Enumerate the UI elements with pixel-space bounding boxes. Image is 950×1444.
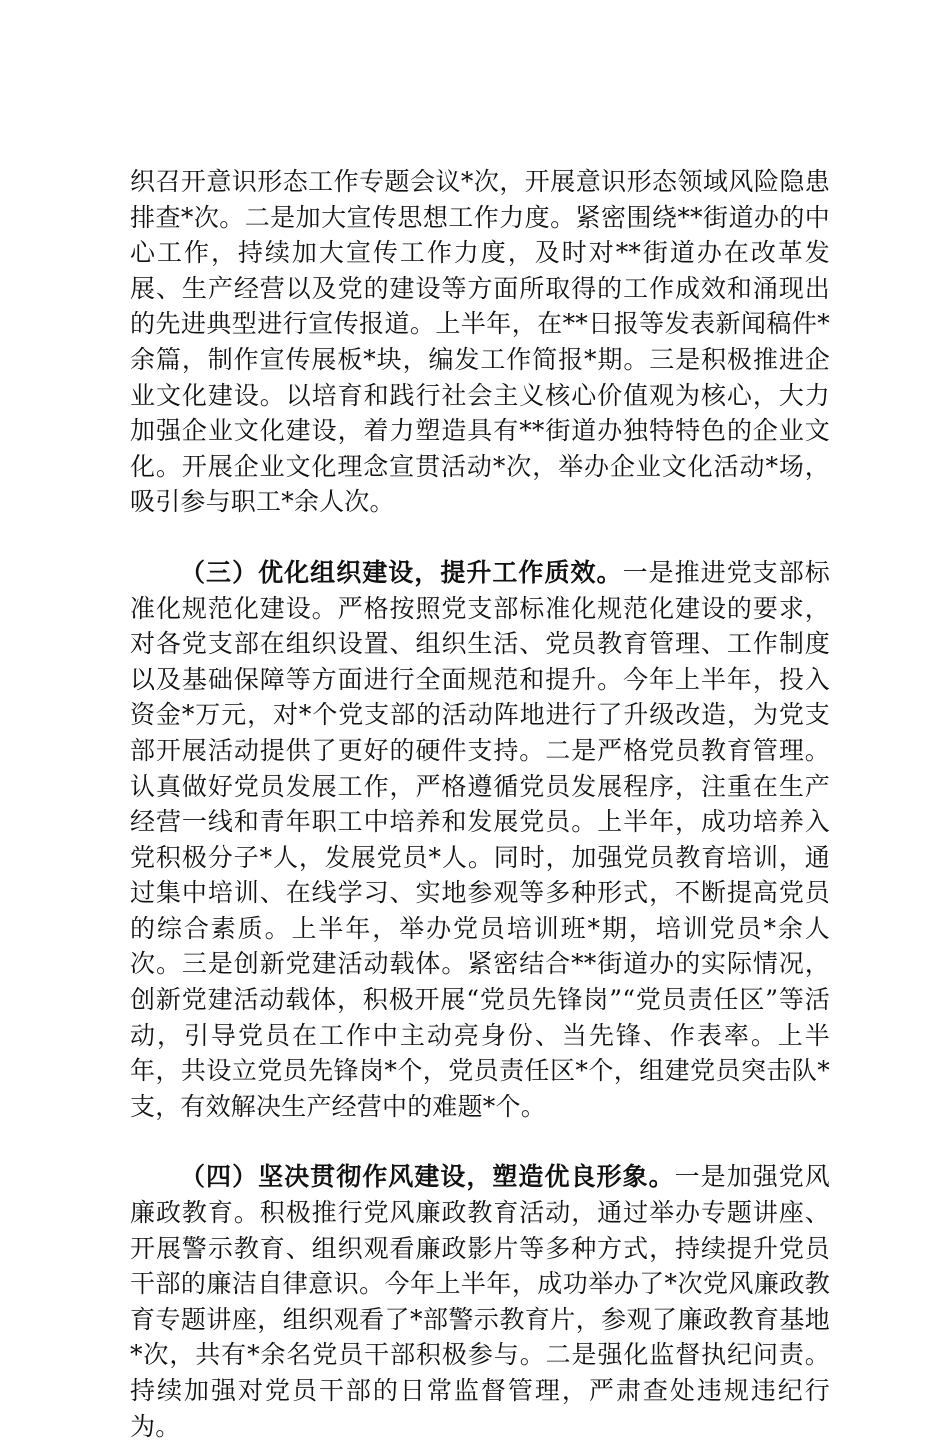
paragraph-section-4: [130, 1159, 830, 1444]
document-body: [130, 164, 830, 1444]
paragraph-text: 一是推进党支部标准化规范化建设。严格按照党支部标准化规范化建设的要求，对各党支部在组织设置、组织生活、党员教育管理、工作制度以及基础保障等方面进行全面规范和提升。今年上半年，投入资金*万元，对*个党支部的活动阵地进行了升级改造，为党支部开展活动提供了更好的硬件支持。二是严格党员教育管理。认真做好党员发展工作，严格遵循党员发展程序，注重在生产经营一线和青年职工中培养和发展党员。上半年，成功培养入党积极分子*人，发展党员*人。同时，加强党员教育培训，通过集中培训、在线学习、实地参观等多种形式，不断提高党员的综合素质。上半年，举办党员培训班*期，培训党员*余人次。三是创新党建活动载体。紧密结合**街道办的实际情况，创新党建活动载体，积极开展“党员先锋岗”“党员责任区”等活动，引导党员在工作中主动亮身份、当先锋、作表率。上半年，共设立党员先锋岗*个，党员责任区*个，组建党员突击队*支，有效解决生产经营中的难题*个。: [130, 557, 830, 1121]
paragraph-text: 织召开意识形态工作专题会议*次，开展意识形态领域风险隐患排查*次。二是加大宣传思想工作力度。紧密围绕**街道办的中心工作，持续加大宣传工作力度，及时对**街道办在改革发展、生产经营以及党的建设等方面所取得的工作成效和涌现出的先进典型进行宣传报道。上半年，在**日报等发表新闻稿件*余篇，制作宣传展板*块，编发工作简报*期。三是积极推进企业文化建设。以培育和践行社会主义核心价值观为核心，大力加强企业文化建设，着力塑造具有**街道办独特特色的企业文化。开展企业文化理念宣贯活动*次，举办企业文化活动*场，吸引参与职工*余人次。: [130, 167, 830, 517]
paragraph-section-3: [130, 555, 830, 1125]
section-heading: （三）优化组织建设，提升工作质效。: [180, 557, 623, 587]
section-heading: （四）坚决贯彻作风建设，塑造优良形象。: [180, 1162, 675, 1192]
paragraph-text: 一是加强党风廉政教育。积极推行党风廉政教育活动，通过举办专题讲座、开展警示教育、组织观看廉政影片等多种方式，持续提升党员干部的廉洁自律意识。今年上半年，成功举办了*次党风廉政教育专题讲座，组织观看了*部警示教育片，参观了廉政教育基地*次，共有*余名党员干部积极参与。二是强化监督执纪问责。持续加强对党员干部的日常监督管理，严肃查处违规违纪行为。: [130, 1162, 830, 1441]
paragraph-continued: [130, 164, 830, 520]
